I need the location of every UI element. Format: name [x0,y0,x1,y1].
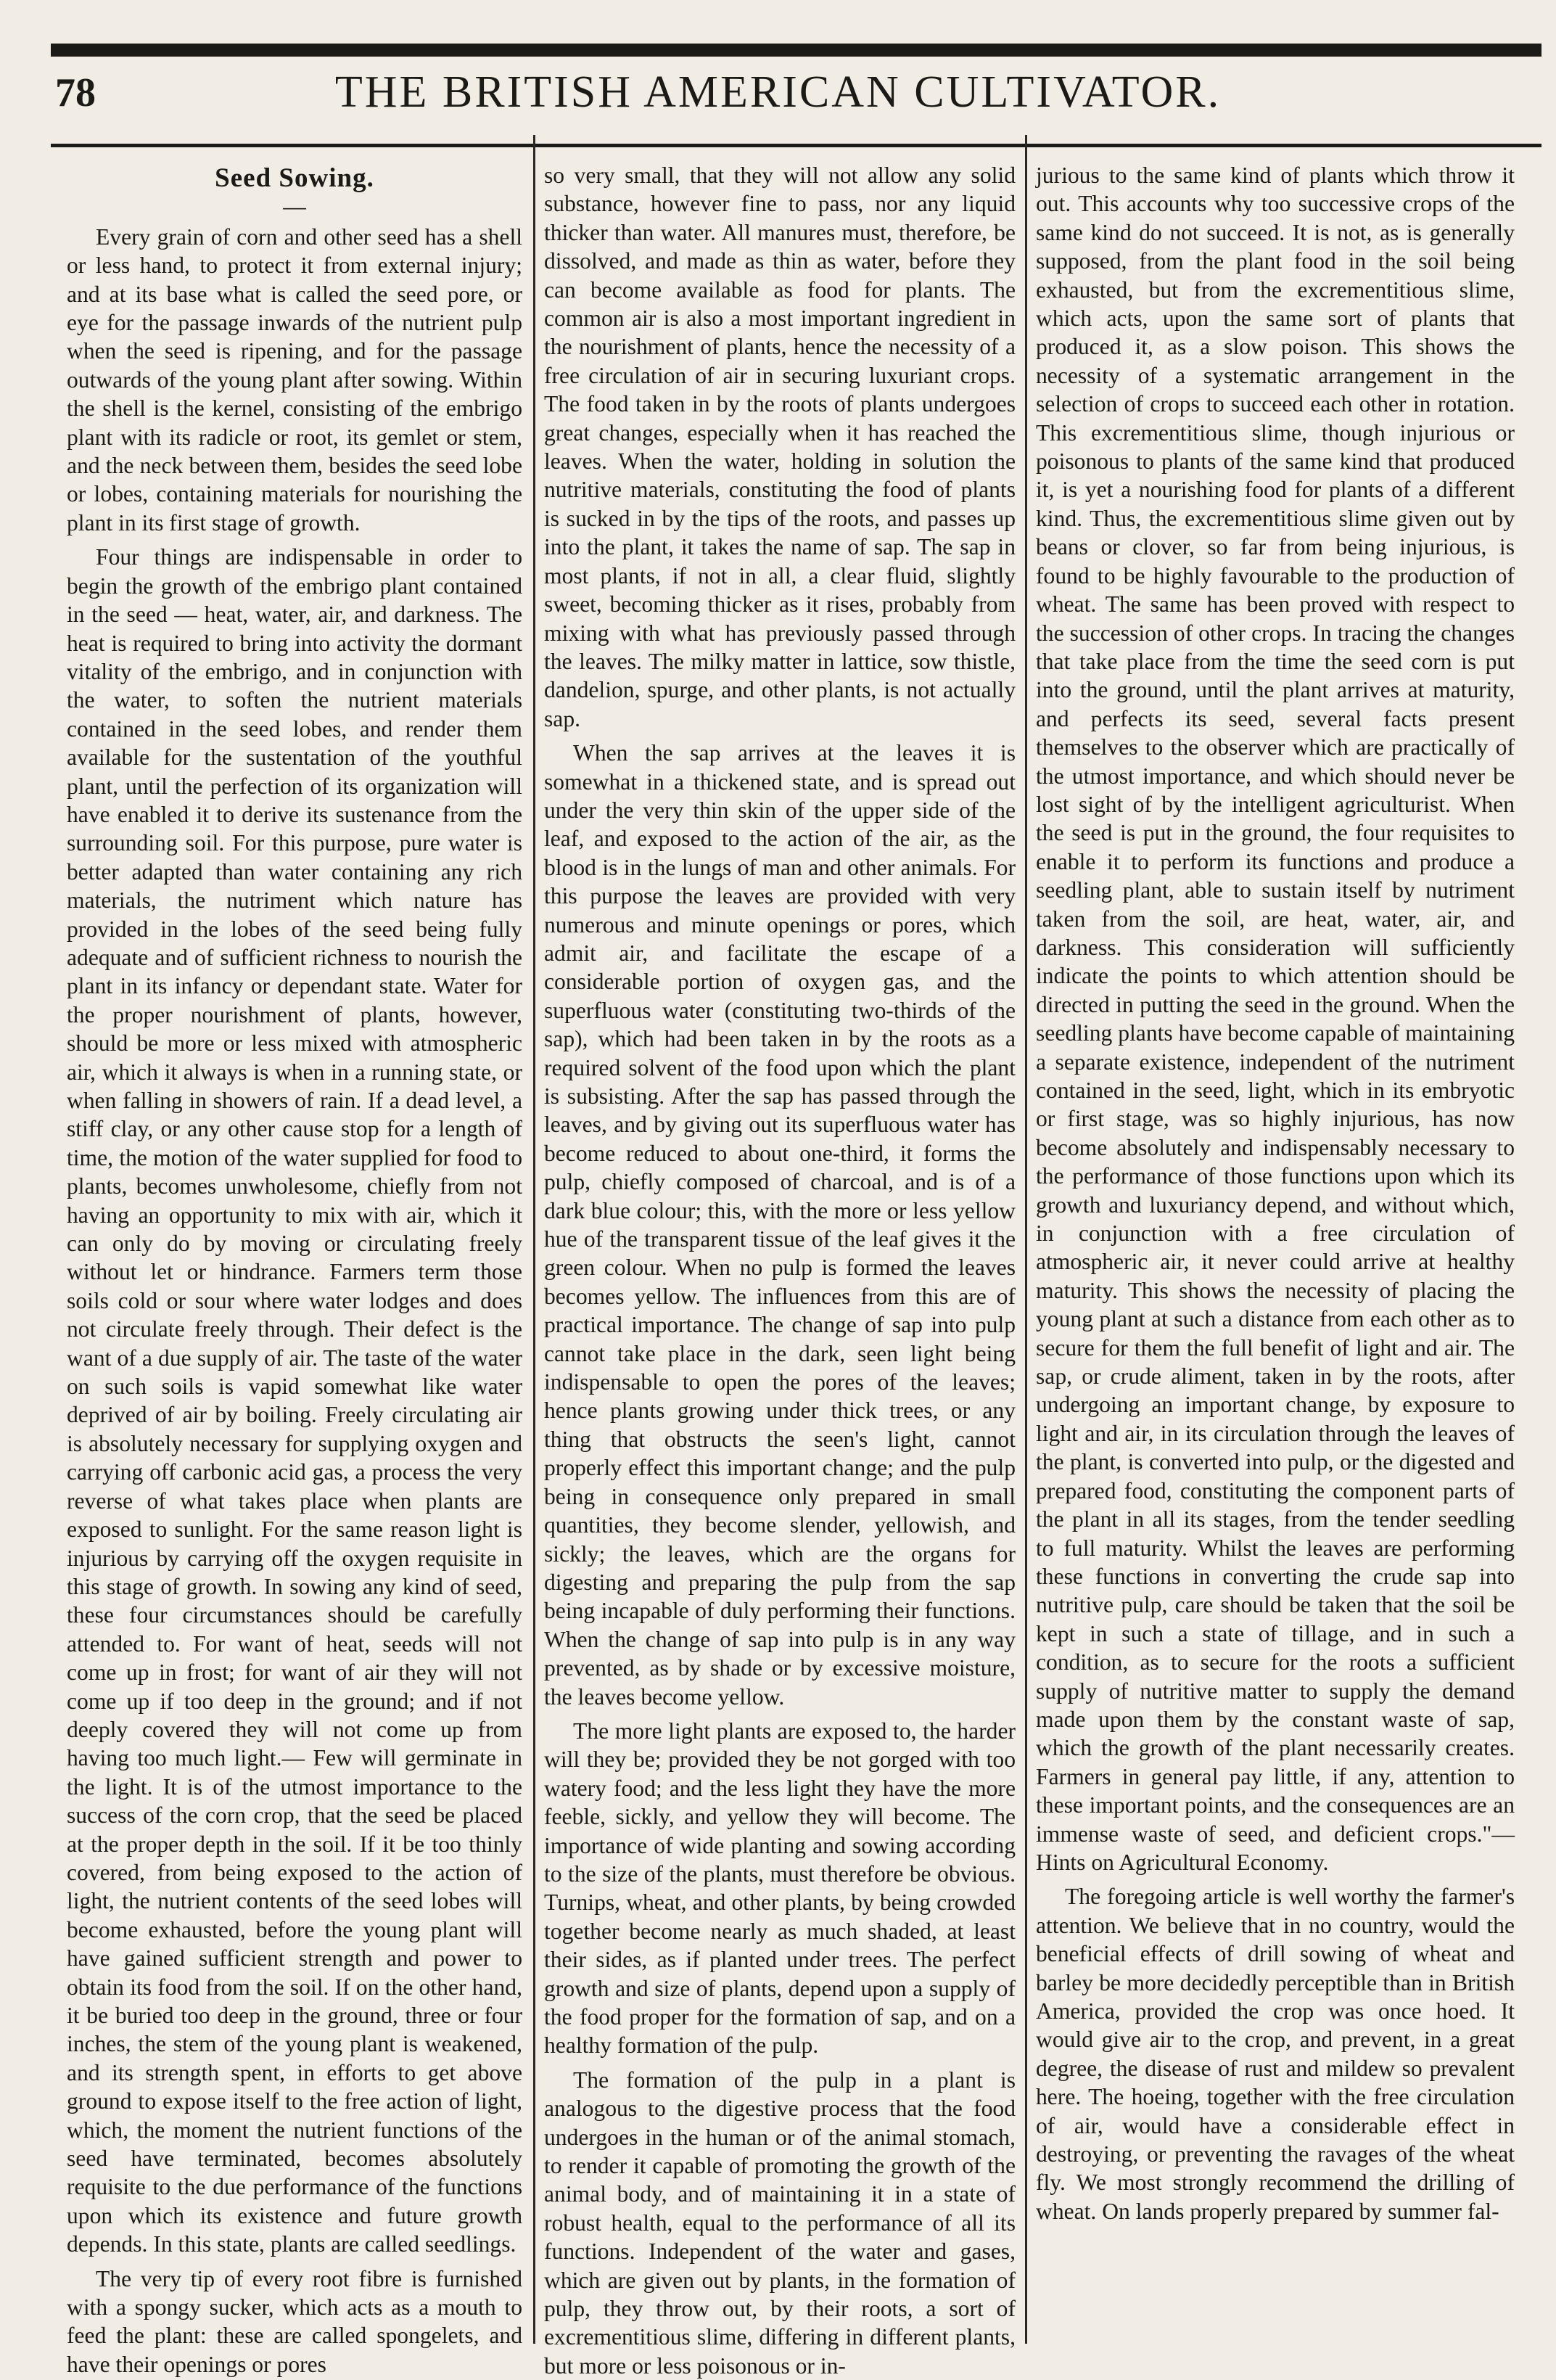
paragraph: jurious to the same kind of plants which throw it out. This accounts why too successive crops of the same kind do not succeed. It is not, as is generally supposed, from the plant food in the soil being exhausted, but from the excrementitious slime, which acts, upon the same sort of plants that produced it, as a slow poison. This shows the necessity of a systematic arrangement in the selection of crops to succeed each other in rotation. This excrementitious slime, though injurious or poisonous to plants of the same kind that produced it, is yet a nourishing food for plants of a different kind. Thus, the excrementitious slime given out by beans or clover, so far from being injurious, is found to be highly favourable to the production of wheat. The same has been proved with respect to the succession of other crops. In tracing the changes that take place from the time the seed corn is put into the ground, until the plant arrives at maturity, and perfects its seed, several facts present themselves to the observer which are practically of the utmost importance, and which should never be lost sight of by the intelligent agriculturist. When the seed is put in the ground, the four requisites to enable it to perform its functions and produce a seedling plant, able to sustain itself by nutriment taken from the soil, are heat, water, air, and darkness. This consideration will sufficiently indicate the points to which attention should be directed in putting the seed in the ground. When the seedling plants have become capable of maintaining a separate existence, independent of the nutriment contained in the seed, light, which in its embryotic or first stage, was so highly injurious, has now become absolutely and indispensably necessary to the performance of those functions upon which its growth and luxuriancy depend, and without which, in conjunction with a free circulation of atmospheric air, it never could arrive at healthy maturity. This shows the necessity of placing the young plant at such a distance from each other as to secure for them the full benefit of light and air. The sap, or crude aliment, taken in by the roots, after undergoing an important change, by exposure to light and air, in its circulation through the leaves of the plant, is converted into pulp, or the digested and prepared food, constituting the component parts of the plant in all its stages, from the tender seedling to full maturity. Whilst the leaves are performing these functions in converting the crude sap into nutritive pulp, care should be taken that the soil be kept in such a state of tillage, and in such a condition, as to secure for the roots a sufficient supply of nutritive matter to supply the demand made upon them by the constant waste of sap, which the growth of the plant necessarily creates. Farmers in general pay little, if any, attention to these important points, and the consequences are an immense waste of seed, and deficient crops."—Hints on Agricultural Economy. [1036,163,1515,1875]
masthead-top-rule [51,44,1541,57]
masthead-title: THE BRITISH AMERICAN CULTIVATOR. [334,67,1222,117]
paragraph: The very tip of every root fibre is furnished with a spongy sucker, which acts as a mouth to feed the plant: these are called spongelets, and have their openings or pores [67,2265,522,2377]
editorial-note [1036,1882,1515,2225]
masthead-bottom-rule [51,144,1541,147]
paragraph: Every grain of corn and other seed has a shell or less hand, to protect it from external injury; and at its base what is called the seed pore, or eye for the passage inwards of the nutrient pulp when the seed is ripening, and for the passage outwards of the young plant after sowing. Within the shell is the kernel, consisting of the embrigo plant with its radicle or root, its gemlet or stem, and the neck between them, besides the seed lobe or lobes, containing materials for nourishing the plant in its first stage of growth. [67,223,522,536]
paragraph: The more light plants are exposed to, the harder will they be; provided they be not gorged with too watery food; and the less light they have the more feeble, sickly, and yellow they will become. The importance of wide planting and sowing according to the size of the plants, must therefore be obvious. Turnips, wheat, and other plants, by being crowded together become nearly as much shaded, at least their sides, as if planted under trees. The perfect growth and size of plants, depend upon a supply of the food proper for the formation of sap, and on a healthy formation of the pulp. [544,1718,1016,2059]
article-heading: Seed Sowing. [215,163,374,193]
paragraph: so very small, that they will not allow any solid substance, however fine to pass, nor any liquid thicker than water. All manures must, therefore, be dissolved, and made as thin as water, before they can become available as food for plants. The common air is also a most important ingredient in the nourishment of plants, hence the necessity of a free circulation of air in securing luxuriant crops. The food taken in by the roots of plants undergoes great changes, especially when it has reached the leaves. When the water, holding in solution the nutritive materials, constituting the food of plants is sucked in by the tips of the roots, and passes up into the plant, it takes the name of sap. The sap in most plants, if not in all, a clear fluid, slightly sweet, becoming thicker as it rises, probably from mixing with what has previously passed through the leaves. The milky matter in lattice, sow thistle, dandelion, spurge, and other plants, is not actually sap. [544,163,1016,731]
column-2 [544,161,1016,2379]
paragraph: The formation of the pulp in a plant is analogous to the digestive process that the food undergoes in the human or of the animal stomach, to render it capable of promoting the growth of the animal body, and of maintaining it in a state of robust health, equal to the performance of all its functions. Independent of the water and gases, which are given out by plants, in the formation of pulp, they throw out, by their roots, a sort of excrementitious slime, differing in different plants, but more or less poisonous or in- [544,2067,1016,2379]
editorial-paragraph: The foregoing article is well worthy the farmer's attention. We believe that in no country, would the beneficial effects of drill sowing of wheat and barley be more decidedly perceptible than in British America, provided the crop was once hoed. It would give air to the crop, and prevent, in a great degree, the disease of rust and mildew so prevalent here. The hoeing, together with the free circulation of air, would have a considerable effect in destroying, or preventing the ravages of the wheat fly. We most strongly recommend the drilling of wheat. On lands properly prepared by summer fal- [1036,1884,1515,2224]
column-3 [1036,161,1515,2331]
paragraph: When the sap arrives at the leaves it is somewhat in a thickened state, and is spread out under the very thin skin of the upper side of the leaf, and exposed to the action of the air, as the blood is in the lungs of man and other animals. For this purpose the leaves are provided with very numerous and minute openings or pores, which admit air, and facilitate the escape of a considerable portion of oxygen gas, and the superfluous water (constituting two-thirds of the sap), which had been taken in by the roots as a required solvent of the food upon which the plant is subsisting. After the sap has passed through the leaves, and by giving out its superfluous water has become reduced to about one-third, it forms the pulp, chiefly composed of charcoal, and is of a dark blue colour; this, with the more or less yellow hue of the transparent tissue of the leaf gives it the green colour. When no pulp is formed the leaves becomes yellow. The influences from this are of practical importance. The change of sap into pulp cannot take place in the dark, seen light being indispensable to open the pores of the leaves; hence plants growing under thick trees, or any thing that obstructs the seen's light, cannot properly effect this important change; and the pulp being in consequence only prepared in small quantities, they become slender, yellowish, and sickly; the leaves, which are the organs for digesting and preparing the pulp from the sap being incapable of duly performing their functions. When the change of sap into pulp is in any way prevented, as by shade or by excessive moisture, the leaves become yellow. [544,740,1016,1710]
column-divider-2 [1025,135,1027,2344]
column-divider-1 [533,135,535,2344]
heading-dash: — [283,194,306,220]
page-number: 78 [55,70,96,115]
column-1 [67,161,522,2377]
paragraph: Four things are indispensable in order to begin the growth of the embrigo plant contained in the seed — heat, water, air, and darkness. The heat is required to bring into activity the dormant vitality of the embrigo, and in conjunction with the water, to soften the nutrient materials contained in the seed lobes, and render them available for the sustentation of the youthful plant, until the perfection of its organization will have enabled it to derive its sustenance from the surrounding soil. For this purpose, pure water is better adapted than water containing any rich materials, the nutriment which nature has provided in the lobes of the seed being fully adequate and of sufficient richness to nourish the plant in its infancy or dependant state. Water for the proper nourishment of plants, however, should be more or less mixed with atmospheric air, which it always is when in a running state, or when falling in showers of rain. If a dead level, a stiff clay, or any other cause stop for a length of time, the motion of the water supplied for food to plants, becomes unwholesome, chiefly from not having an opportunity to mix with air, which it can only do by moving or circulating freely without let or hindrance. Farmers term those soils cold or sour where water lodges and does not circulate freely through. Their defect is the want of a due supply of air. The taste of the water on such soils is vapid somewhat like water deprived of air by boiling. Freely circulating air is absolutely necessary for supplying oxygen and carrying off carbonic acid gas, a process the very reverse of what takes place when plants are exposed to sunlight. For the same reason light is injurious by carrying off the oxygen requisite in this stage of growth. In sowing any kind of seed, these four circumstances should be carefully attended to. For want of heat, seeds will not come up in frost; for want of air they will not come up if too deep in the ground; and if not deeply covered they will not come up from having too much light.— Few will germinate in the light. It is of the utmost importance to the success of the corn crop, that the seed be placed at the proper depth in the soil. If it be too thinly covered, from being exposed to the action of light, the nutrient contents of the seed lobes will become exhausted, before the young plant will have gained sufficient strength and power to obtain its food from the soil. If on the other hand, it be buried too deep in the ground, three or four inches, the stem of the young plant is weakened, and its strength spent, in efforts to get above ground to expose itself to the free action of light, which, the moment the nutrient functions of the seed have terminated, becomes absolutely requisite to the due performance of the functions upon which its existence and future growth depends. In this state, plants are called seedlings. [67,544,522,2257]
